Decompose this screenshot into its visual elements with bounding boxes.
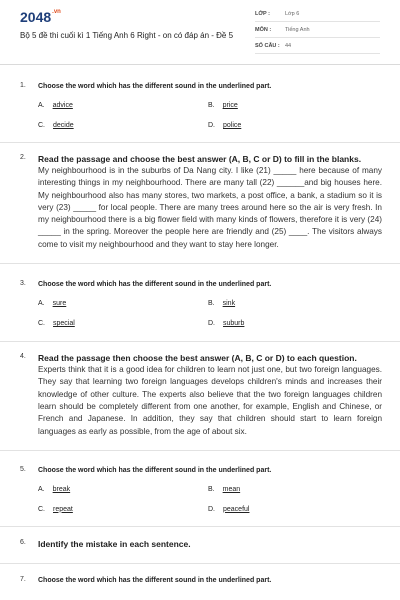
question-1 xyxy=(0,65,400,142)
option-c[interactable] xyxy=(38,122,208,129)
answer-options xyxy=(38,300,382,327)
option-d[interactable] xyxy=(208,506,378,513)
question-prompt: Read the passage then choose the best answer (A, B, C or D) to each question. xyxy=(38,353,357,364)
question-prompt: Choose the word which has the different sound in the underlined part. xyxy=(38,576,272,584)
meta-key: LỚP : xyxy=(255,10,270,17)
meta-value: Lớp 6 xyxy=(285,10,300,17)
question-7 xyxy=(0,564,400,586)
option-d[interactable] xyxy=(208,122,378,129)
question-number: 1. xyxy=(20,82,26,89)
option-letter: B. xyxy=(208,485,215,493)
option-word: price xyxy=(222,102,238,109)
meta-row-subject xyxy=(255,22,380,38)
option-word: special xyxy=(53,320,75,328)
question-number: 4. xyxy=(20,353,26,361)
meta-key: SỐ CÂU : xyxy=(255,42,280,49)
meta-row-count xyxy=(255,38,380,54)
meta-row-class xyxy=(255,6,380,22)
option-d[interactable] xyxy=(208,320,378,327)
option-b[interactable] xyxy=(208,300,378,307)
brand-name: 2048 xyxy=(20,9,52,25)
question-5 xyxy=(0,451,400,526)
option-word: sure xyxy=(52,300,67,308)
answer-options xyxy=(38,486,382,513)
question-3 xyxy=(0,264,400,341)
question-prompt: Read the passage and choose the best answer (A, B, C or D) to fill in the blanks. xyxy=(38,154,362,164)
question-4 xyxy=(0,342,400,450)
option-b[interactable] xyxy=(208,486,378,493)
option-word: suburb xyxy=(223,320,245,328)
option-letter: C. xyxy=(38,122,45,129)
question-prompt: Choose the word which has the different sound in the underlined part. xyxy=(38,83,272,90)
option-a[interactable] xyxy=(38,486,208,493)
option-letter: D. xyxy=(208,505,215,513)
meta-value: 44 xyxy=(285,42,292,49)
option-word: mean xyxy=(222,485,241,493)
meta-key: MÔN : xyxy=(255,26,272,33)
answer-options xyxy=(38,102,382,129)
document-meta xyxy=(255,6,380,54)
question-2 xyxy=(0,143,400,263)
reading-passage: My neighbourhood is in the suburbs of Da Nang city. I like (21) _____ here because of many interesting things in my neighbourhood. There are many tall (22) ______and big houses here. My neighbourhood also has many stores, two markets, a post office, a bank, a stadium so it is very (23) _____ for local people. There are many trees around here so the air is very fresh. In my neighbourhood there is a big flower field with many kinds of flowers, therefore it is very (24) _____ in the spring. Moreover the people here are friendly and (25) ____. The visitors always come to visit my neighbourhood and they want to stay here longer. xyxy=(38,166,382,249)
option-word: break xyxy=(52,485,71,493)
option-word: police xyxy=(223,122,242,129)
option-c[interactable] xyxy=(38,506,208,513)
option-word: repeat xyxy=(53,505,73,513)
option-letter: A. xyxy=(38,102,45,109)
reading-passage: Experts think that it is a good idea for children to learn not just one, but two foreign languages. They say that learning two foreign languages develops children's minds and increases their knowledge of other culture. The experts also believe that the two foreign languages children learn should be completely different from one another, for example, English and Chinese, or French and Japanese. In addition, they say that children should start to learn foreign languages as early as possible, from the age of about six. xyxy=(38,365,382,436)
site-logo[interactable] xyxy=(20,9,61,25)
option-letter: B. xyxy=(208,300,215,308)
question-prompt: Choose the word which has the different sound in the underlined part. xyxy=(38,466,272,474)
option-letter: C. xyxy=(38,320,45,328)
option-letter: D. xyxy=(208,320,215,328)
option-word: sink xyxy=(222,300,236,308)
question-number: 2. xyxy=(20,154,26,161)
option-letter: A. xyxy=(38,485,45,493)
option-letter: A. xyxy=(38,300,45,308)
question-number: 7. xyxy=(20,575,26,583)
option-a[interactable] xyxy=(38,300,208,307)
option-letter: B. xyxy=(208,102,215,109)
option-letter: C. xyxy=(38,505,45,513)
option-word: peaceful xyxy=(223,505,250,513)
option-c[interactable] xyxy=(38,320,208,327)
option-b[interactable] xyxy=(208,102,378,109)
question-number: 5. xyxy=(20,465,26,473)
option-letter: D. xyxy=(208,122,215,129)
question-6 xyxy=(0,527,400,563)
question-prompt: Choose the word which has the different sound in the underlined part. xyxy=(38,281,272,289)
brand-suffix: .vn xyxy=(52,9,61,15)
option-word: advice xyxy=(52,102,73,109)
question-prompt: Identify the mistake in each sentence. xyxy=(38,538,191,549)
question-number: 6. xyxy=(20,538,26,546)
document-header xyxy=(0,0,400,65)
question-number: 3. xyxy=(20,280,26,288)
document-title: Bộ 5 đề thi cuối kì 1 Tiếng Anh 6 Right - on có đáp án - Đề 5 xyxy=(20,31,234,40)
meta-value: Tiếng Anh xyxy=(285,26,310,33)
option-word: decide xyxy=(53,122,74,129)
option-a[interactable] xyxy=(38,102,208,109)
